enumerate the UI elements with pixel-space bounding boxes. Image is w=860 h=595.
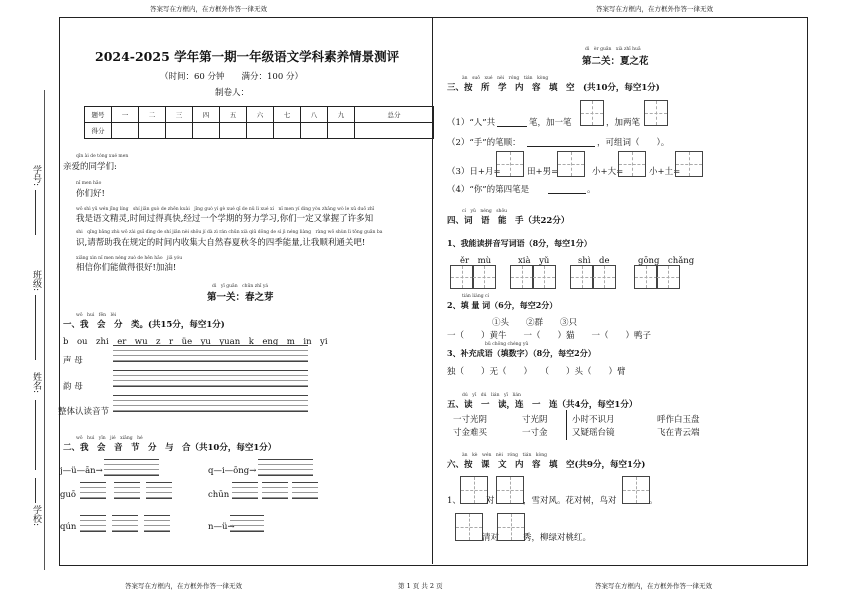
label-number: 学号: <box>31 165 41 187</box>
score-header-cell: 六 <box>247 107 274 123</box>
q6-line2-a: 清对 <box>482 533 500 543</box>
level2-title: 第二关：夏之花 <box>582 56 649 67</box>
score-header-cell: 一 <box>112 107 139 123</box>
q1-pinyin: wǒ huì fēn lèi <box>76 313 117 318</box>
q2-item-1: j—ü—ān→ <box>60 466 103 476</box>
score-header-cell: 四 <box>193 107 220 123</box>
q4-word-box-1b[interactable] <box>472 265 496 289</box>
q6-box-5[interactable] <box>497 513 525 541</box>
center-divider <box>432 17 433 564</box>
q3-line2-a: （2）“手”的笔顺： <box>447 138 521 148</box>
q4-word-pinyin-4: gōng chǎng <box>638 256 695 266</box>
q4-sub2-pinyin: tián liàng cí <box>462 294 489 299</box>
q3-pinyin: àn suǒ xué nèi róng tián kòng <box>462 76 549 81</box>
score-header-cell: 题号 <box>85 107 112 123</box>
q3-box-2[interactable] <box>644 100 668 126</box>
q6-line1-b: 对 <box>486 496 495 506</box>
q4-word-box-4b[interactable] <box>656 265 680 289</box>
score-cell[interactable] <box>274 123 301 139</box>
q2-item-6: n—ü→ <box>208 522 235 532</box>
q5-title: 五、读 一 读，连 一 连（共4分，每空1分） <box>447 400 638 410</box>
q4-sub2-title: 2、填 量 词（6分，每空2分） <box>447 300 558 310</box>
q4-word-pinyin-2: xià yǔ <box>518 256 550 266</box>
q6-box-3[interactable] <box>622 476 650 504</box>
q3-line1-a: （1）“人”共 <box>447 118 496 128</box>
greeting-line-1: 亲爱的同学们: <box>63 162 117 172</box>
label-school: 学校: <box>31 505 41 527</box>
q5-right2-1: 呼作白玉盘 <box>657 415 700 425</box>
score-header-cell: 总分 <box>355 107 434 123</box>
score-cell[interactable] <box>193 123 220 139</box>
header-note-right: 答案写在方框内，在方框外作答一律无效 <box>596 5 713 13</box>
greeting-pinyin-4: shi qǐng bāng zhù wǒ zài guī dìng de shí jiān nèi shōu jí dà zì rán chūn xià qiū dōng de sì jì néng liàng ràng wǒ shùn lì tōng guān ba <box>76 230 383 235</box>
q2-title: 二、我 会 音 节 分 与 合（共10分，每空1分） <box>63 443 277 453</box>
greeting-line-3: 我是语文精灵,时间过得真快,经过一个学期的努力学习,你们一定又掌握了许多知 <box>76 214 374 224</box>
q2-answer-6[interactable] <box>230 515 264 532</box>
score-cell[interactable] <box>112 123 139 139</box>
greeting-pinyin-5: xiāng xìn nǐ men néng zuò de hěn hǎo jiā yóu <box>76 256 183 261</box>
q3-box-1[interactable] <box>580 100 604 126</box>
score-row-label: 得分 <box>85 123 112 139</box>
q6-line1-a: 1、 <box>447 496 461 506</box>
q3-line4-a: （4）“你”的第四笔是 <box>447 185 530 195</box>
q6-box-1[interactable] <box>460 476 488 504</box>
q1-writing-lines-initials[interactable] <box>113 345 308 362</box>
q4-word-box-3a[interactable] <box>570 265 594 289</box>
exam-subtitle: （时间：60 分钟 满分：100 分） <box>160 72 303 82</box>
q4-word-box-3b[interactable] <box>592 265 616 289</box>
q4-title: 四、词 语 能 手（共22分） <box>447 216 570 226</box>
q4-word-box-2b[interactable] <box>532 265 556 289</box>
page-number: 第 1 页 共 2 页 <box>398 582 443 590</box>
greeting-line-2: 你们好! <box>76 189 105 199</box>
score-header-cell: 七 <box>274 107 301 123</box>
q4-sub2-line: 一（ ）黄牛 一（ ）猫 一（ ）鸭子 <box>447 331 652 341</box>
greeting-pinyin-3: wǒ shì yǔ wén jīng líng shí jiān guò de zhēn kuài jīng guò yí gè xué qī de nǔ lì xué xí nǐ men yí dìng yòu zhǎng wò le xǔ duō zhī <box>76 207 375 212</box>
q4-word-box-1a[interactable] <box>450 265 474 289</box>
q2-answer-4c[interactable] <box>292 482 318 499</box>
q3-box-4[interactable] <box>557 151 585 177</box>
greeting-line-5: 相信你们能做得很好!加油! <box>76 263 177 273</box>
q4-sub3-pinyin: bǔ chōng chéng yǔ <box>485 342 529 347</box>
q3-box-6[interactable] <box>675 151 703 177</box>
q5-mid-1: 寸光阴 <box>522 415 548 425</box>
label-name: 姓名: <box>31 372 41 394</box>
q4-word-box-4a[interactable] <box>634 265 658 289</box>
score-cell[interactable] <box>328 123 355 139</box>
q3-blank-stroke-order[interactable] <box>527 146 595 147</box>
q4-word-pinyin-3: shì de <box>578 256 610 266</box>
q2-item-2: q—i—ōng→ <box>208 466 257 476</box>
greeting-line-4: 识,请帮助我在规定的时间内收集大自然春夏秋冬的四季能量,让我顺利通关吧! <box>76 238 366 248</box>
q5-mid-2: 一寸金 <box>522 428 548 438</box>
q3-line3-b: 田+男= <box>527 167 559 177</box>
q3-line3-c: 小+大= <box>592 167 624 177</box>
q3-line3-a: （3）日+月= <box>447 167 501 177</box>
greeting-pinyin-2: nǐ men hǎo <box>76 181 102 186</box>
q4-sub3-title: 3、补充成语（填数字）（8分，每空2分） <box>447 348 596 358</box>
q6-title: 六、按 课 文 内 容 填 空(共9分，每空1分) <box>447 460 646 470</box>
q6-pinyin: àn kè wén nèi róng tián kòng <box>462 453 548 458</box>
blank-class <box>35 295 36 360</box>
q2-answer-4a[interactable] <box>232 482 258 499</box>
q2-answer-3c[interactable] <box>146 482 172 499</box>
q3-line3-d: 小+土= <box>649 167 681 177</box>
q2-answer-4b[interactable] <box>262 482 288 499</box>
q3-blank-fourth-stroke[interactable] <box>548 193 586 194</box>
footer-note-left: 答案写在方框内，在方框外作答一律无效 <box>125 582 242 590</box>
blank-school <box>35 478 36 503</box>
q1-row-label-syllables: 整体认读音节 <box>58 407 110 417</box>
q5-right2-2: 飞在青云端 <box>657 428 700 438</box>
q1-writing-lines-syllables[interactable] <box>113 395 308 412</box>
q1-row-label-finals: 韵 母 <box>63 382 83 392</box>
q1-title: 一、我 会 分 类。(共15分，每空1分) <box>63 320 225 330</box>
score-cell[interactable] <box>301 123 328 139</box>
q5-right1-1: 小时不识月 <box>572 415 615 425</box>
q2-answer-5c[interactable] <box>144 515 170 532</box>
score-header-cell: 九 <box>328 107 355 123</box>
blank-number <box>35 190 36 235</box>
q2-item-3: guō <box>60 490 77 500</box>
q4-sub2-options: ①头 ②群 ③只 <box>492 318 578 328</box>
score-header-cell: 五 <box>220 107 247 123</box>
q1-row-label-initials: 声 母 <box>63 356 83 366</box>
q4-sub3-line: 独（ ）无（ ） （ ）头（ ）臂 <box>447 367 626 377</box>
q3-line4-b: 。 <box>587 185 596 195</box>
level1-pinyin: dì yī guān chūn zhī yá <box>212 284 269 289</box>
blank-name <box>35 400 36 470</box>
page-title: 2024-2025 学年第一期一年级语文学科素养情景测评 <box>95 49 400 64</box>
q2-item-5: qún <box>60 522 77 532</box>
q2-pinyin: wǒ huì yīn jié xiāng hé <box>76 436 143 441</box>
score-cell[interactable] <box>166 123 193 139</box>
q4-sub1-title: 1、我能读拼音写词语（8分，每空1分） <box>447 238 592 248</box>
score-header-cell: 二 <box>139 107 166 123</box>
score-table <box>84 106 434 139</box>
q1-letters: b ou zhi er wu z r üe yu yuan k eng m in yi <box>63 337 328 347</box>
q4-pinyin: cí yǔ néng shǒu <box>462 209 508 214</box>
q3-box-3[interactable] <box>496 151 524 177</box>
score-cell[interactable] <box>247 123 274 139</box>
q3-title: 三、按 所 学 内 容 填 空 (共10分，每空1分) <box>447 83 660 93</box>
score-total-cell[interactable] <box>355 123 434 139</box>
level2-pinyin: dì èr guān xià zhī huā <box>585 47 641 52</box>
q3-line2-b: ，可组词（ ）。 <box>597 138 670 148</box>
footer-note-right: 答案写在方框内，在方框外作答一律无效 <box>595 582 712 590</box>
header-note-left: 答案写在方框内，在方框外作答一律无效 <box>150 5 267 13</box>
q1-writing-lines-finals[interactable] <box>113 370 308 387</box>
q2-answer-2[interactable] <box>258 459 313 476</box>
score-header-cell: 三 <box>166 107 193 123</box>
maker-label: 制卷人： <box>215 88 250 98</box>
q6-line1-c: ，雪对风。花对树，鸟对 <box>523 496 617 506</box>
score-header-cell: 八 <box>301 107 328 123</box>
q3-line1-b: 笔，加一笔 <box>529 118 572 128</box>
q4-word-pinyin-1: ěr mù <box>460 256 492 266</box>
q5-divider <box>566 410 567 440</box>
q2-answer-3b[interactable] <box>114 482 140 499</box>
q5-left-2: 寸金难买 <box>453 428 488 438</box>
q6-box-4[interactable] <box>455 513 483 541</box>
q2-answer-5b[interactable] <box>112 515 138 532</box>
binding-line <box>44 90 45 570</box>
label-class: 班级: <box>31 270 41 292</box>
q5-pinyin: dú yī dú lián yī lián <box>462 393 521 398</box>
q2-answer-5a[interactable] <box>80 515 106 532</box>
q6-line2-b: 秀，柳绿对桃红。 <box>523 533 592 543</box>
level1-title: 第一关：春之芽 <box>207 292 274 303</box>
q5-left-1: 一寸光阴 <box>453 415 488 425</box>
q3-line1-c: ，加两笔 <box>606 118 641 128</box>
score-cell[interactable] <box>139 123 166 139</box>
q2-answer-3a[interactable] <box>80 482 106 499</box>
q2-item-4: chūn <box>208 490 230 500</box>
q6-line1-d: 。 <box>649 496 658 506</box>
q5-right1-2: 又疑瑶台镜 <box>572 428 615 438</box>
score-cell[interactable] <box>220 123 247 139</box>
q6-box-2[interactable] <box>496 476 524 504</box>
q3-box-5[interactable] <box>618 151 646 177</box>
q2-answer-1[interactable] <box>104 459 159 476</box>
q3-blank-strokes[interactable] <box>497 126 527 127</box>
q4-word-box-2a[interactable] <box>510 265 534 289</box>
greeting-pinyin-1: qīn ài de tóng xué men <box>76 154 129 159</box>
